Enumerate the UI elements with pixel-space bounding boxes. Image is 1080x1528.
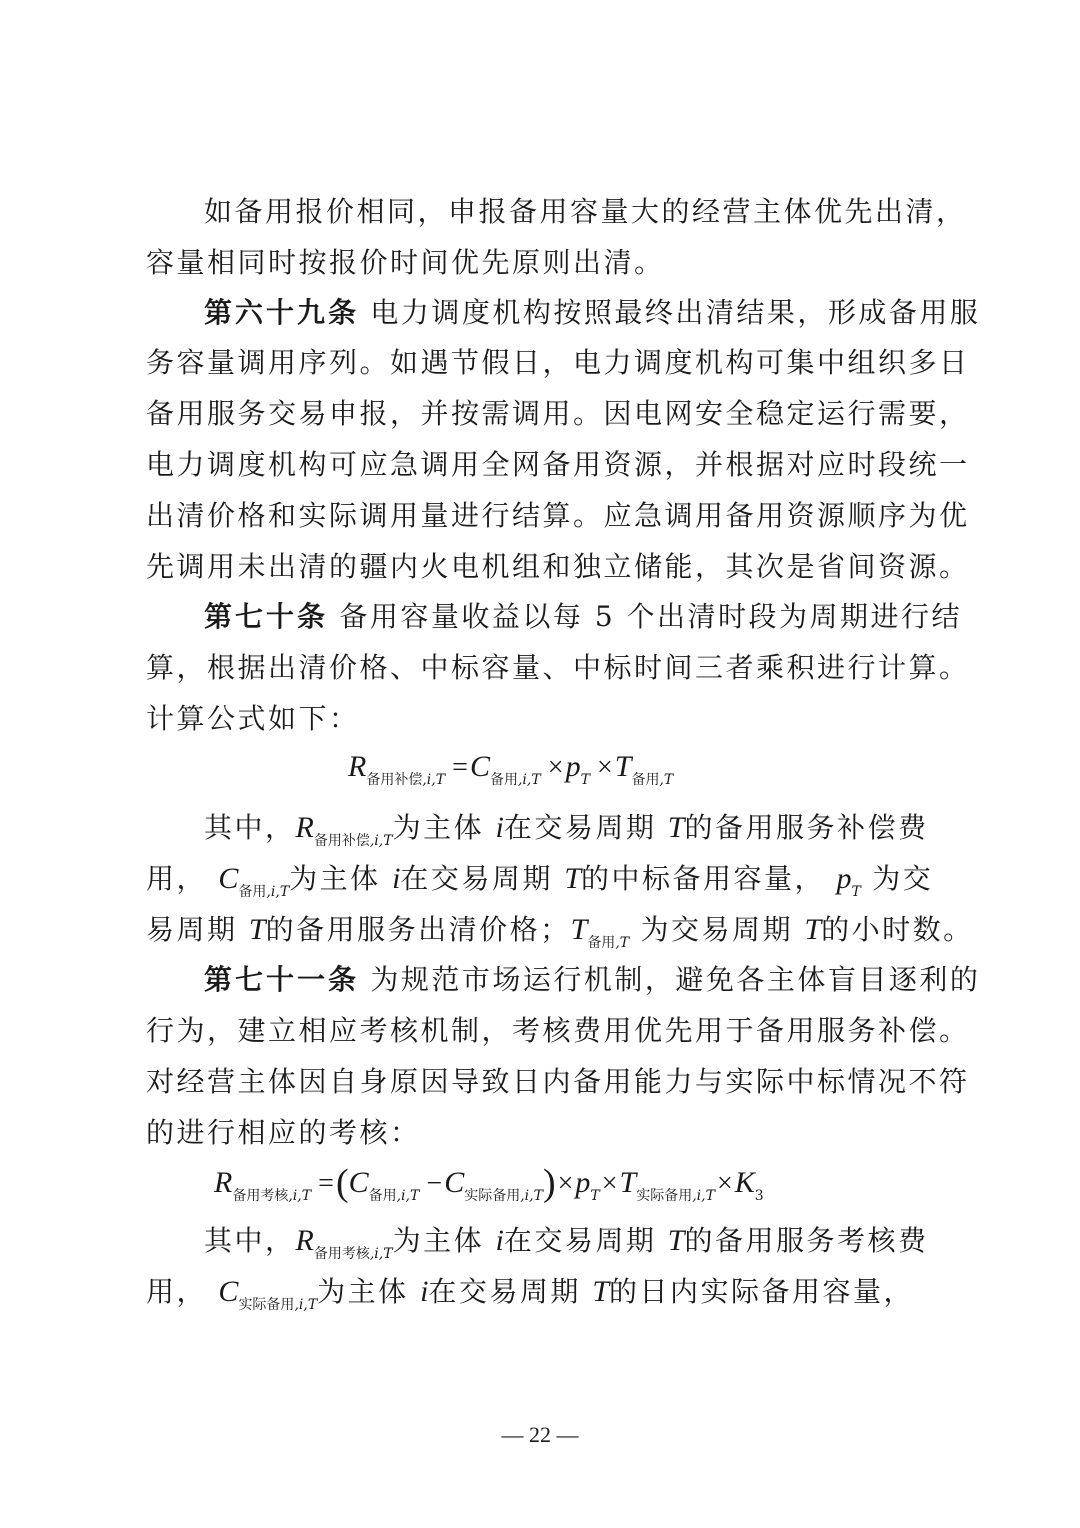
- paragraph-line: 备用服务交易申报，并按需调用。因电网安全稳定运行需要，: [146, 397, 970, 430]
- formula-subscript: ,i,T: [517, 772, 541, 788]
- text-run: 在交易周期: [428, 1275, 581, 1308]
- formula-operator: ×: [601, 1168, 618, 1199]
- formula-var: T: [248, 913, 266, 946]
- text-run: 的中标备用容量，: [581, 862, 826, 895]
- formula-var: i: [495, 811, 504, 844]
- explanation-line: [204, 1216, 1004, 1266]
- formula-subscript: ,i,T: [266, 884, 290, 900]
- formula-var: T: [667, 1224, 685, 1257]
- paragraph-line: 对经营主体因自身原因导致日内备用能力与实际中标情况不符: [146, 1065, 970, 1098]
- paragraph-line: 先调用未出清的疆内火电机组和独立储能，其次是省间资源。: [146, 550, 970, 583]
- text-run: 在交易周期: [503, 811, 657, 844]
- text-run: 在交易周期: [400, 862, 553, 895]
- formula-subscript: ,T: [615, 935, 630, 951]
- formula-subscript: 备用考核: [313, 1246, 370, 1262]
- formula-subscript: 备用: [631, 772, 660, 788]
- formula-operator: ×: [547, 752, 564, 783]
- formula-subscript: 备用: [238, 884, 267, 900]
- page-number: — 22 —: [501, 1422, 579, 1447]
- formula-var: T: [592, 1275, 610, 1308]
- formula-paren: ): [542, 1162, 556, 1204]
- formula-var: R: [295, 1224, 314, 1257]
- formula-subscript: T: [580, 772, 590, 788]
- formula-subscript: 实际备用: [464, 1188, 521, 1204]
- formula-subscript: 备用补偿: [313, 833, 370, 849]
- formula-var: C: [469, 750, 490, 783]
- formula-var: p: [836, 862, 852, 895]
- formula-subscript: 实际备用: [636, 1188, 693, 1204]
- formula-subscript: 3: [754, 1188, 764, 1204]
- formula-var: R: [348, 750, 367, 783]
- text-run: 为主体: [289, 862, 381, 895]
- text-run: 为交: [872, 862, 934, 895]
- formula-var: C: [218, 862, 239, 895]
- formula-var: i: [495, 1224, 504, 1257]
- formula-subscript: 备用: [368, 1188, 397, 1204]
- article-69-title: 第六十九条: [204, 296, 360, 329]
- formula-subscript: ,i,T: [422, 772, 446, 788]
- formula-var: R: [214, 1166, 233, 1199]
- article-70-first-line: [204, 592, 1004, 642]
- formula-subscript: ,i,T: [294, 1297, 318, 1313]
- paragraph-text: 备用容量收益以每 5 个出清时段为周期进行结: [339, 600, 963, 633]
- formula-paren: (: [335, 1162, 349, 1204]
- paragraph-line: 行为，建立相应考核机制，考核费用优先用于备用服务补偿。: [146, 1014, 970, 1047]
- explanation-line: [146, 854, 946, 904]
- formula-var: T: [667, 811, 685, 844]
- text-run: 为交易周期: [640, 913, 794, 946]
- article-71-title: 第七十一条: [204, 963, 360, 996]
- paragraph-line: 计算公式如下：: [146, 702, 360, 735]
- formula-operator: =: [452, 752, 468, 783]
- paragraph-line: 容量相同时按报价时间优先原则出清。: [146, 246, 665, 279]
- article-70-title: 第七十条: [204, 600, 329, 633]
- formula-operator: ×: [716, 1168, 733, 1199]
- formula-subscript: ,i,T: [692, 1188, 715, 1204]
- paragraph-line: 出清价格和实际调用量进行结算。应急调用备用资源顺序为优: [146, 499, 970, 532]
- formula-subscript: 备用补偿: [366, 772, 423, 788]
- formula-var: p: [575, 1166, 591, 1199]
- formula-operator: ×: [557, 1168, 574, 1199]
- formula-operator: =: [318, 1168, 334, 1199]
- formula-var: T: [614, 750, 632, 783]
- text-run: 的日内实际备用容量，: [609, 1275, 915, 1308]
- formula-subscript: 实际备用: [238, 1297, 295, 1313]
- formula-subscript: ,i,T: [520, 1188, 543, 1204]
- text-run: 为主体: [317, 1275, 409, 1308]
- paragraph-text: 为规范市场运行机制，避免各主体盲目逐利的: [370, 963, 981, 996]
- formula-var: p: [565, 750, 581, 783]
- formula-operator: ×: [597, 752, 613, 783]
- text-run: 的小时数。: [821, 913, 974, 946]
- text-run: 的备用服务出清价格；: [265, 913, 571, 946]
- formula-var: K: [734, 1166, 755, 1199]
- formula-var: R: [295, 811, 314, 844]
- formula-var: C: [348, 1166, 369, 1199]
- formula-var: C: [444, 1166, 465, 1199]
- text-run: 为主体: [392, 811, 485, 844]
- text-run: 其中，: [204, 1224, 296, 1257]
- text-run: 用，: [146, 1275, 208, 1308]
- formula-assessment: [214, 1158, 764, 1208]
- formula-subscript: ,i,T: [288, 1188, 312, 1204]
- article-69-first-line: [204, 288, 1004, 338]
- explanation-line: [146, 905, 974, 955]
- formula-var: T: [619, 1166, 637, 1199]
- formula-var: T: [570, 913, 588, 946]
- text-run: 易周期: [146, 913, 238, 946]
- formula-compensation: [348, 742, 673, 792]
- formula-subscript: 备用: [587, 935, 616, 951]
- formula-subscript: ,T: [659, 772, 674, 788]
- explanation-line: [204, 803, 1004, 853]
- paragraph-line: 的进行相应的考核：: [146, 1116, 421, 1149]
- formula-var: T: [804, 913, 822, 946]
- text-run: 的备用服务补偿费: [684, 811, 929, 844]
- text-run: 其中，: [204, 811, 296, 844]
- explanation-line: [146, 1267, 946, 1317]
- text-run: 用，: [146, 862, 208, 895]
- formula-subscript: ,i,T: [369, 833, 393, 849]
- formula-subscript: 备用考核: [232, 1188, 289, 1204]
- formula-subscript: T: [590, 1188, 600, 1204]
- formula-subscript: ,i,T: [396, 1188, 420, 1204]
- formula-var: i: [420, 1275, 429, 1308]
- paragraph-text: 电力调度机构按照最终出清结果，形成备用服: [370, 296, 981, 329]
- paragraph-line: 算，根据出清价格、中标容量、中标时间三者乘积进行计算。: [146, 651, 970, 684]
- paragraph-line: 务容量调用序列。如遇节假日，电力调度机构可集中组织多日: [146, 346, 970, 379]
- formula-var: C: [218, 1275, 239, 1308]
- formula-subscript: 备用: [489, 772, 518, 788]
- article-71-first-line: [204, 955, 1004, 1005]
- text-run: 为主体: [392, 1224, 485, 1257]
- paragraph-line: 电力调度机构可应急调用全网备用资源，并根据对应时段统一: [146, 448, 970, 481]
- text-run: 的备用服务考核费: [684, 1224, 929, 1257]
- formula-var: T: [564, 862, 582, 895]
- formula-operator: −: [426, 1168, 443, 1199]
- formula-subscript: ,i,T: [369, 1246, 393, 1262]
- text-run: 在交易周期: [503, 1224, 657, 1257]
- formula-subscript: T: [851, 884, 861, 900]
- formula-var: i: [392, 862, 401, 895]
- paragraph-line: 如备用报价相同，申报备用容量大的经营主体优先出清，: [204, 195, 967, 228]
